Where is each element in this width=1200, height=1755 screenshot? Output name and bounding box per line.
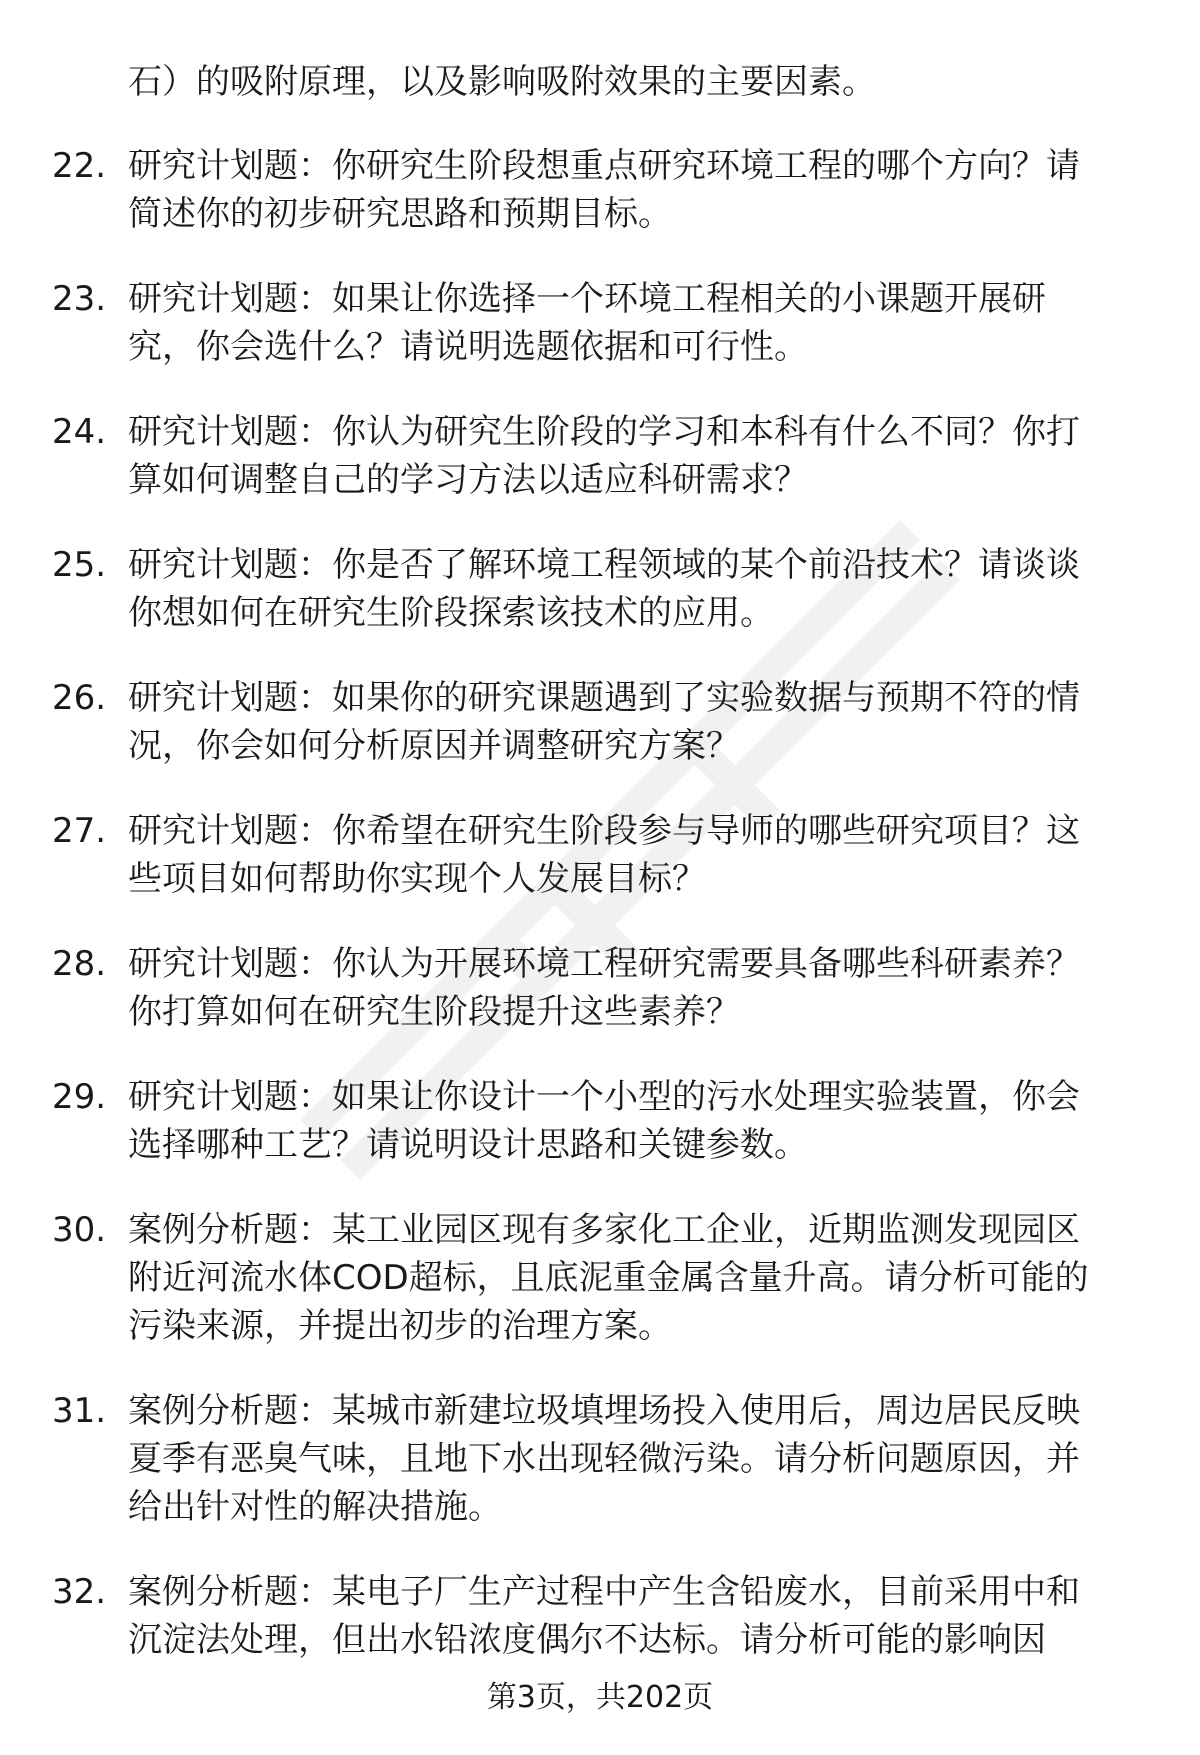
question-number: 28. [52, 944, 107, 984]
question-item [0, 142, 1200, 242]
question-number: 23. [52, 279, 107, 319]
question-text [128, 1073, 1148, 1169]
question-number: 30. [52, 1210, 107, 1250]
question-text-line: 选择哪种工艺？请说明设计思路和关键参数。 [128, 1125, 808, 1165]
question-item [0, 541, 1200, 641]
question-number: 24. [52, 412, 107, 452]
question-number: 31. [52, 1391, 107, 1431]
question-text-line: 你想如何在研究生阶段探索该技术的应用。 [128, 593, 774, 633]
question-text-line: 研究计划题：你是否了解环境工程领域的某个前沿技术？请谈谈 [128, 545, 1080, 585]
question-text [128, 1568, 1148, 1664]
question-item [0, 940, 1200, 1040]
question-item [0, 1073, 1200, 1173]
question-item [0, 275, 1200, 375]
question-text-line: 研究计划题：如果让你设计一个小型的污水处理实验装置，你会 [128, 1077, 1080, 1117]
question-number: 27. [52, 811, 107, 851]
continuation-text: 石）的吸附原理，以及影响吸附效果的主要因素。 [128, 62, 876, 102]
question-number: 32. [52, 1572, 107, 1612]
question-text [128, 674, 1148, 770]
question-text [128, 142, 1148, 238]
question-text-line: 案例分析题：某城市新建垃圾填埋场投入使用后，周边居民反映 [128, 1391, 1080, 1431]
question-text-line: 污染来源，并提出初步的治理方案。 [128, 1306, 672, 1346]
question-text [128, 807, 1148, 903]
question-text [128, 408, 1148, 504]
question-list [0, 142, 1200, 1701]
question-item [0, 807, 1200, 907]
question-text-line: 案例分析题：某电子厂生产过程中产生含铅废水，目前采用中和 [128, 1572, 1080, 1612]
question-text [128, 541, 1148, 637]
question-number: 22. [52, 146, 107, 186]
question-text-line: 研究计划题：你认为开展环境工程研究需要具备哪些科研素养？ [128, 944, 1080, 984]
question-text-line: 研究计划题：你认为研究生阶段的学习和本科有什么不同？你打 [128, 412, 1080, 452]
question-text-line: 简述你的初步研究思路和预期目标。 [128, 194, 672, 234]
question-text-line: 你打算如何在研究生阶段提升这些素养？ [128, 992, 740, 1032]
question-text [128, 1206, 1148, 1350]
question-text [128, 275, 1148, 371]
question-text-line: 夏季有恶臭气味，且地下水出现轻微污染。请分析问题原因，并 [128, 1439, 1080, 1479]
question-text-line: 究，你会选什么？请说明选题依据和可行性。 [128, 327, 808, 367]
page-footer: 第3页，共202页 [486, 1680, 714, 1715]
question-text-line: 研究计划题：如果你的研究课题遇到了实验数据与预期不符的情 [128, 678, 1080, 718]
question-text-line: 案例分析题：某工业园区现有多家化工企业，近期监测发现园区 [128, 1210, 1080, 1250]
question-number: 25. [52, 545, 107, 585]
question-text-line: 研究计划题：如果让你选择一个环境工程相关的小课题开展研 [128, 279, 1046, 319]
question-number: 26. [52, 678, 107, 718]
question-text-line: 研究计划题：你希望在研究生阶段参与导师的哪些研究项目？这 [128, 811, 1080, 851]
question-item [0, 674, 1200, 774]
question-text-line: 给出针对性的解决措施。 [128, 1487, 502, 1527]
question-text-line: 沉淀法处理，但出水铅浓度偶尔不达标。请分析可能的影响因 [128, 1620, 1046, 1660]
question-text-line: 研究计划题：你研究生阶段想重点研究环境工程的哪个方向？请 [128, 146, 1080, 186]
question-text [128, 940, 1148, 1036]
question-text-line: 附近河流水体COD超标，且底泥重金属含量升高。请分析可能的 [128, 1258, 1089, 1298]
question-text [128, 1387, 1148, 1531]
question-text-line: 些项目如何帮助你实现个人发展目标？ [128, 859, 706, 899]
question-text-line: 算如何调整自己的学习方法以适应科研需求？ [128, 460, 808, 500]
question-item [0, 1206, 1200, 1354]
question-item [0, 1387, 1200, 1535]
question-item [0, 408, 1200, 508]
question-text-line: 况，你会如何分析原因并调整研究方案？ [128, 726, 740, 766]
question-item [0, 1568, 1200, 1668]
question-number: 29. [52, 1077, 107, 1117]
